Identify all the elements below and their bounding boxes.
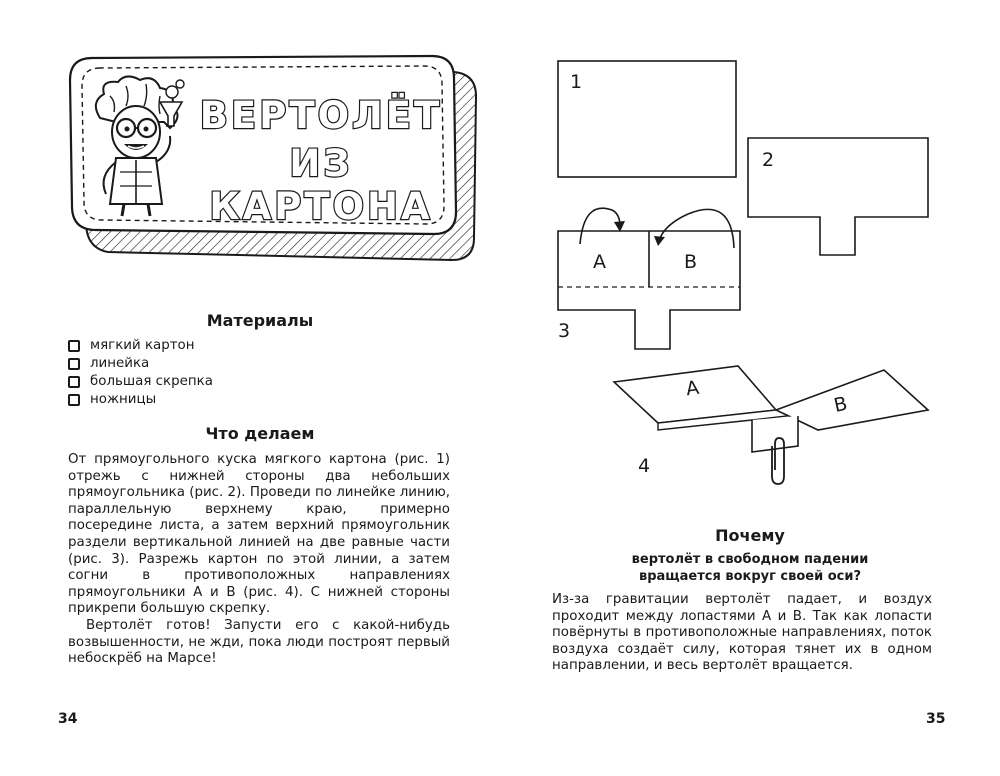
materials-list-item	[68, 391, 213, 409]
explanation-paragraph: Из-за гравитации вертолёт падает, и воздух проходит между лопастями А и В. Так как лопасти повёрнуты в противоположные направлениях, поток воздуха создаёт силу, которая тянет их в одном направлении, и весь вертолёт вращается.	[552, 592, 932, 674]
materials-list-item	[68, 355, 213, 373]
why-question-line-1: вертолёт в свободном падении	[631, 552, 869, 567]
checkbox-icon	[68, 394, 80, 406]
instructions-text	[68, 452, 450, 668]
material-label: линейка	[90, 356, 150, 371]
checkbox-icon	[68, 340, 80, 352]
figure-1-cardboard	[558, 61, 736, 177]
explanation-text	[552, 592, 932, 675]
steps-heading: Что делаем	[205, 424, 315, 443]
checkbox-icon	[68, 358, 80, 370]
materials-list-item	[68, 337, 213, 355]
figure-4-blade-a-label: A	[684, 376, 701, 401]
why-question-line-2: вращается вокруг своей оси?	[638, 569, 862, 584]
flap-b-label: B	[684, 251, 698, 273]
checkbox-icon	[68, 376, 80, 388]
figure-3-label: 3	[558, 320, 571, 342]
figure-2-label: 2	[762, 149, 775, 171]
title-line-1: ВЕРТОЛЁТ	[199, 94, 443, 137]
materials-list	[68, 337, 213, 409]
flap-a-label: A	[593, 251, 606, 273]
material-label: ножницы	[90, 392, 157, 407]
instructions-paragraph-1: От прямоугольного куска мягкого картона (рис. 1) отрежь с нижней стороны два небольших прямоугольника (рис. 2). Проведи по линейке линию, параллельную верхнему краю, примерно посередине листа, а затем верхний прямоугольник раздели вертикальной линией на две равные части (рис. 3). Разрежь картон по этой линии, а затем согни в противоположных направлениях прямоугольники А и В (рис. 4). С нижней стороны прикрепи большую скрепку.	[68, 452, 450, 617]
materials-list-item	[68, 373, 213, 391]
materials-heading: Материалы	[206, 311, 314, 330]
figure-1-label: 1	[570, 71, 583, 93]
title-line-2: ИЗ КАРТОНА	[209, 142, 433, 228]
page-title	[196, 94, 446, 228]
material-label: мягкий картон	[90, 338, 195, 353]
material-label: большая скрепка	[90, 374, 213, 389]
figure-2-cut-shape	[748, 138, 928, 255]
assembly-diagram	[540, 50, 960, 490]
instructions-paragraph-2: Вертолёт готов! Запусти его с какой-нибудь возвышенности, не жди, пока люди построят первый небоскрёб на Марсе!	[68, 617, 450, 667]
page-number-right: 35	[926, 711, 946, 727]
page-number-left: 34	[58, 711, 78, 727]
figure-4-label: 4	[638, 455, 651, 477]
why-heading: Почему	[715, 526, 785, 545]
scientist-mascot-illustration	[86, 72, 196, 217]
figure-4-blade-b-label: B	[831, 392, 850, 417]
